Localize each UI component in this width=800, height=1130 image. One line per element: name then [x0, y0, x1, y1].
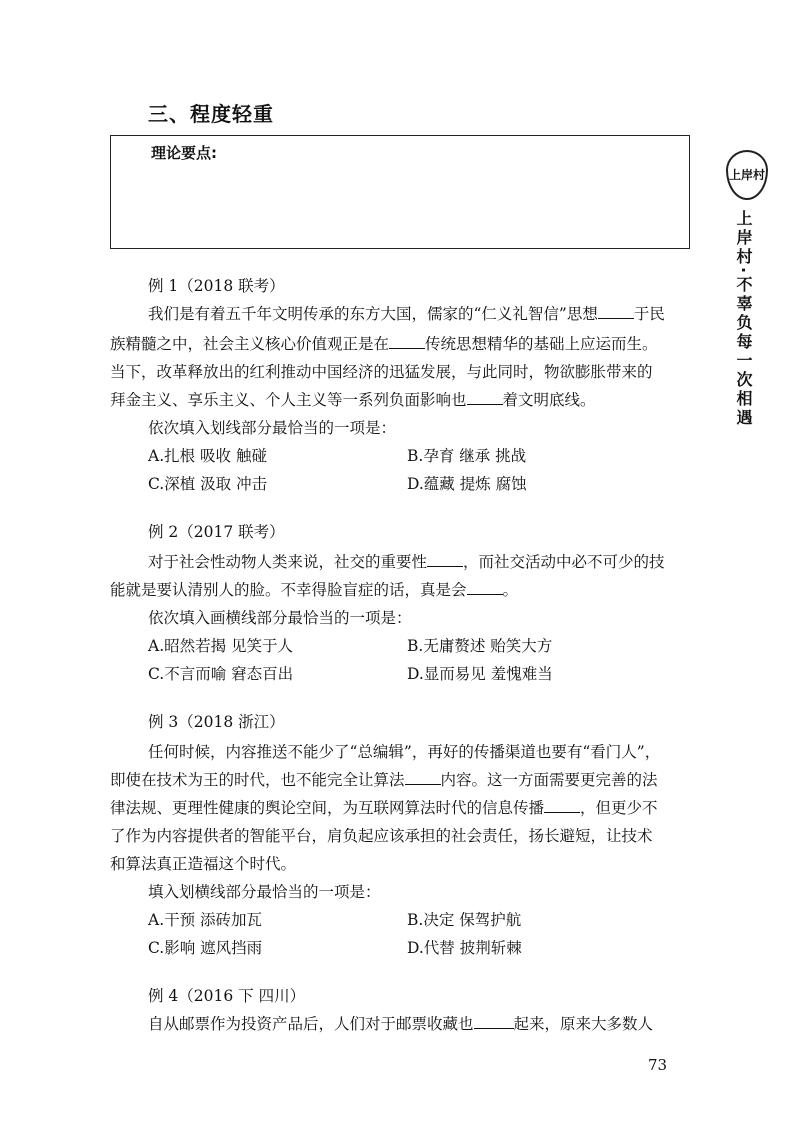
example-3-question: 填入划横线部分最恰当的一项是：	[148, 883, 381, 901]
example-1-line-1: 我们是有着五千年文明传承的东方大国，儒家的“仁义礼智信”思想 于民	[148, 305, 665, 323]
answer-blank	[474, 1014, 514, 1029]
example-3-line-4: 了作为内容提供者的智能平台，肩负起应该承担的社会责任，扬长避短，让技术	[110, 827, 653, 845]
example-3-line-5: 和算法真正造福这个时代。	[110, 855, 297, 873]
example-2-option-b: B.无庸赘述 贻笑大方	[407, 637, 553, 655]
example-3-option-b: B.决定 保驾护航	[407, 911, 522, 929]
brand-stamp-icon	[726, 150, 768, 200]
section-title: 三、程度轻重	[148, 102, 274, 126]
theory-label: 理论要点:	[151, 144, 217, 162]
example-3-option-d: D.代替 披荆斩棘	[407, 939, 522, 957]
answer-blank	[427, 552, 463, 567]
example-4-title: 例 4（2016 下 四川）	[148, 987, 306, 1005]
example-3-line-2: 即使在技术为王的时代，也不能完全让算法 内容。这一方面需要更完善的法	[110, 771, 658, 789]
example-3-title: 例 3（2018 浙江）	[148, 713, 285, 731]
example-1-option-c: C.深植 汲取 冲击	[148, 475, 268, 493]
example-4-line-1: 自从邮票作为投资产品后，人们对于邮票收藏也 起来，原来大多数人	[148, 1015, 654, 1033]
example-3-line-3: 律法规、更理性健康的舆论空间，为互联网算法时代的信息传播 ，但更少不	[110, 799, 658, 817]
example-2-option-c: C.不言而喻 窘态百出	[148, 665, 294, 683]
example-1-line-4: 拜金主义、享乐主义、个人主义等一系列负面影响也 着文明底线。	[110, 391, 596, 409]
example-1-title: 例 1（2018 联考）	[148, 277, 285, 295]
example-3-line-1: 任何时候，内容推送不能少了“总编辑”，再好的传播渠道也要有“看门人”，	[148, 743, 661, 761]
example-2-line-1: 对于社会性动物人类来说，社交的重要性 ，而社交活动中必不可少的技	[148, 553, 665, 571]
example-2-question: 依次填入画横线部分最恰当的一项是：	[148, 609, 412, 627]
example-2-option-a: A.昭然若揭 见笑于人	[148, 637, 294, 655]
answer-blank	[544, 798, 580, 813]
example-1-line-3: 当下，改革释放出的红利推动中国经济的迅猛发展，与此同时，物欲膨胀带来的	[110, 363, 653, 381]
side-slogan: 上岸村·不辜负每一次相遇	[734, 210, 753, 429]
example-3-option-c: C.影响 遮风挡雨	[148, 939, 263, 957]
answer-blank	[405, 770, 441, 785]
example-2-option-d: D.显而易见 羞愧难当	[407, 665, 553, 683]
answer-blank	[389, 334, 425, 349]
answer-blank	[467, 580, 503, 595]
example-1-option-d: D.蕴藏 提炼 腐蚀	[407, 475, 527, 493]
example-2-title: 例 2（2017 联考）	[148, 523, 285, 541]
example-1-question: 依次填入划线部分最恰当的一项是：	[148, 419, 397, 437]
brand-stamp-text: 上岸村	[728, 168, 765, 182]
example-1-option-a: A.扎根 吸收 触碰	[148, 447, 267, 465]
answer-blank	[598, 304, 634, 319]
answer-blank	[467, 390, 503, 405]
theory-box	[110, 135, 690, 249]
page-number: 73	[648, 1056, 668, 1074]
example-2-line-2: 能就是要认清别人的脸。不幸得脸盲症的话，真是会 。	[110, 581, 519, 599]
example-3-option-a: A.干预 添砖加瓦	[148, 911, 263, 929]
example-1-line-2: 族精髓之中，社会主义核心价值观正是在 传统思想精华的基础上应运而生。	[110, 335, 658, 353]
example-1-option-b: B.孕育 继承 挑战	[407, 447, 527, 465]
